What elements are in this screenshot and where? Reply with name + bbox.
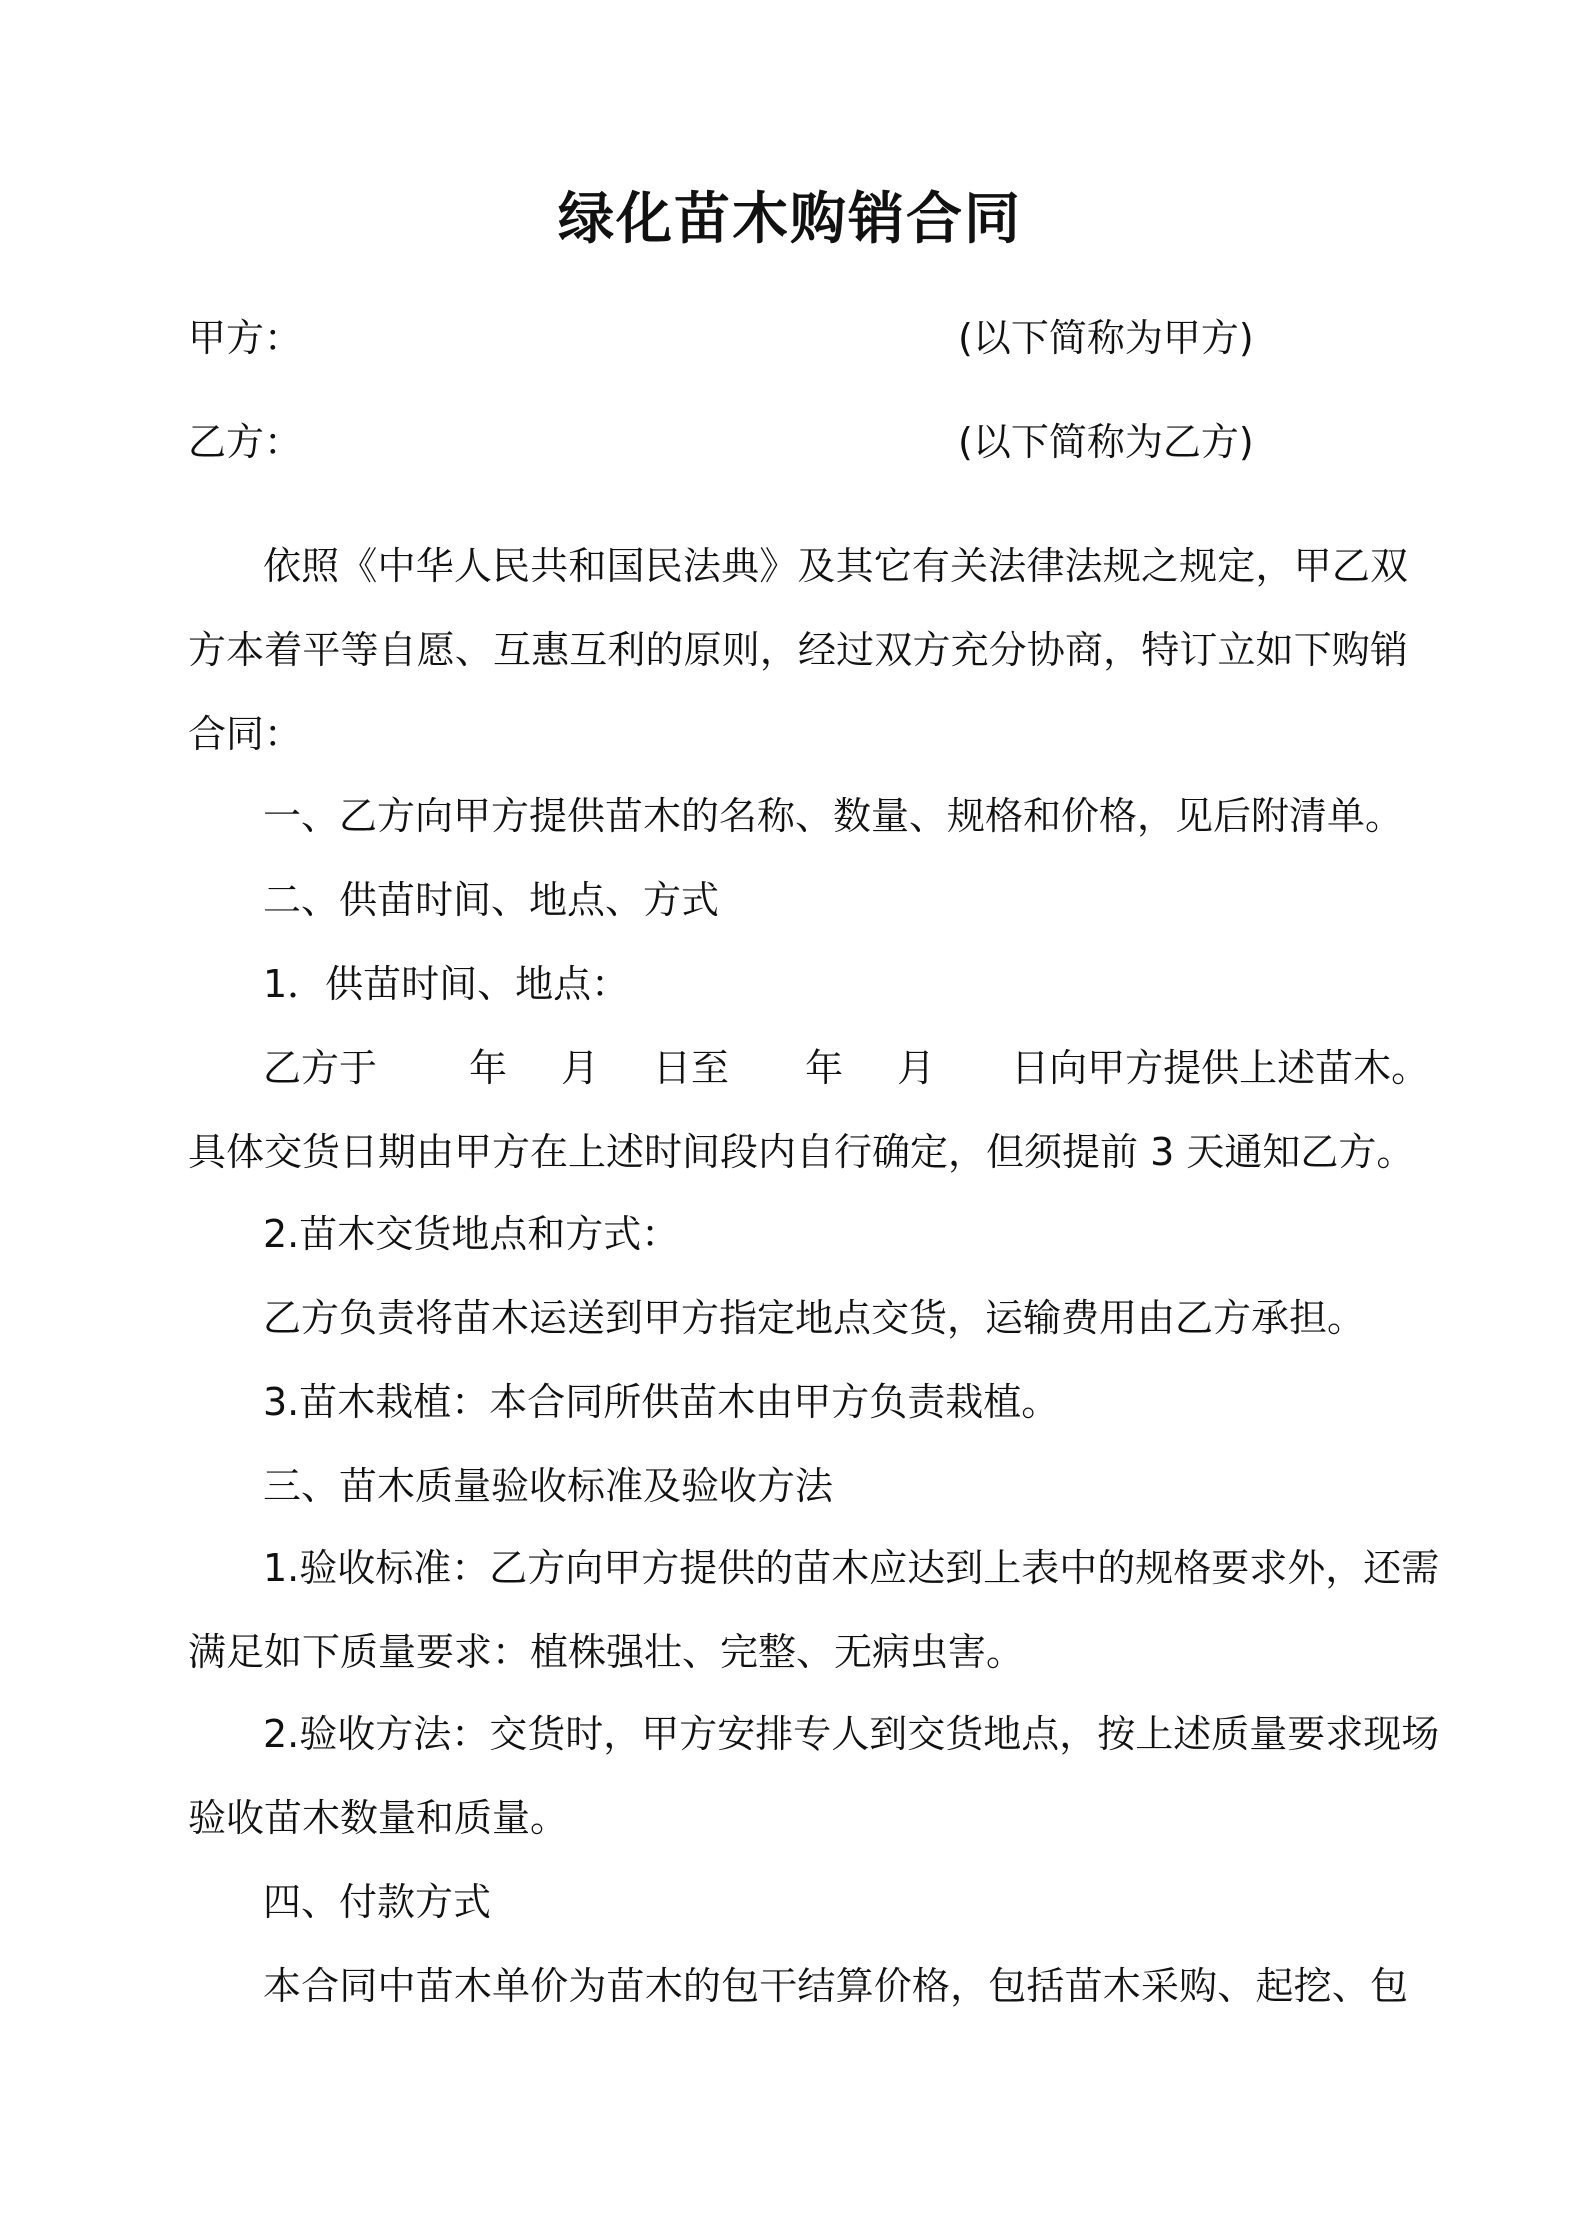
time-suffix: 日向甲方提供上述苗木。 bbox=[1011, 1046, 1430, 1090]
clause-2-heading: 二、供苗时间、地点、方式 bbox=[263, 878, 720, 922]
preamble-line-2: 方本着平等自愿、互惠互利的原则，经过双方充分协商，特订立如下购销 bbox=[188, 628, 1408, 672]
time-day-1-to: 日至 bbox=[653, 1046, 730, 1090]
clause-3-1-line-2: 满足如下质量要求：植株强壮、完整、无病虫害。 bbox=[188, 1630, 1025, 1674]
time-year-1: 年 bbox=[469, 1046, 508, 1090]
time-prefix: 乙方于 bbox=[263, 1046, 378, 1090]
clause-2-2-body: 乙方负责将苗木运送到甲方指定地点交货，运输费用由乙方承担。 bbox=[263, 1296, 1366, 1340]
clause-3-1-line-1: 1.验收标准：乙方向甲方提供的苗木应达到上表中的规格要求外，还需 bbox=[263, 1546, 1440, 1590]
clause-2-2-heading: 2.苗木交货地点和方式： bbox=[263, 1212, 680, 1256]
preamble-line-1: 依照《中华人民共和国民法典》及其它有关法律法规之规定，甲乙双 bbox=[263, 544, 1408, 588]
clause-3-2-line-2: 验收苗木数量和质量。 bbox=[188, 1796, 569, 1840]
party-b-line bbox=[188, 414, 1408, 470]
time-month-1: 月 bbox=[561, 1046, 600, 1090]
clause-2-3: 3.苗木栽植：本合同所供苗木由甲方负责栽植。 bbox=[263, 1380, 1060, 1424]
clause-3-heading: 三、苗木质量验收标准及验收方法 bbox=[263, 1464, 834, 1508]
document-title: 绿化苗木购销合同 bbox=[558, 187, 1022, 252]
clause-1: 一、乙方向甲方提供苗木的名称、数量、规格和价格，见后附清单。 bbox=[263, 794, 1404, 838]
party-b-note: (以下简称为乙方) bbox=[958, 420, 1254, 464]
party-b-label: 乙方： bbox=[188, 420, 303, 464]
preamble-line-3: 合同： bbox=[188, 712, 303, 756]
party-a-note: (以下简称为甲方) bbox=[958, 316, 1254, 360]
time-year-2: 年 bbox=[805, 1046, 844, 1090]
clause-2-1-heading: 1．供苗时间、地点： bbox=[263, 962, 630, 1006]
clause-2-1-time-line bbox=[263, 1040, 1430, 1096]
time-month-2: 月 bbox=[897, 1046, 936, 1090]
clause-4-heading: 四、付款方式 bbox=[263, 1880, 492, 1924]
party-a-line bbox=[188, 310, 1408, 366]
party-a-label: 甲方： bbox=[188, 316, 303, 360]
clause-3-2-line-1: 2.验收方法：交货时，甲方安排专人到交货地点，按上述质量要求现场 bbox=[263, 1712, 1440, 1756]
clause-4-body: 本合同中苗木单价为苗木的包干结算价格，包括苗木采购、起挖、包 bbox=[263, 1964, 1408, 2008]
clause-2-1-detail: 具体交货日期由甲方在上述时间段内自行确定，但须提前 3 天通知乙方。 bbox=[188, 1130, 1415, 1174]
